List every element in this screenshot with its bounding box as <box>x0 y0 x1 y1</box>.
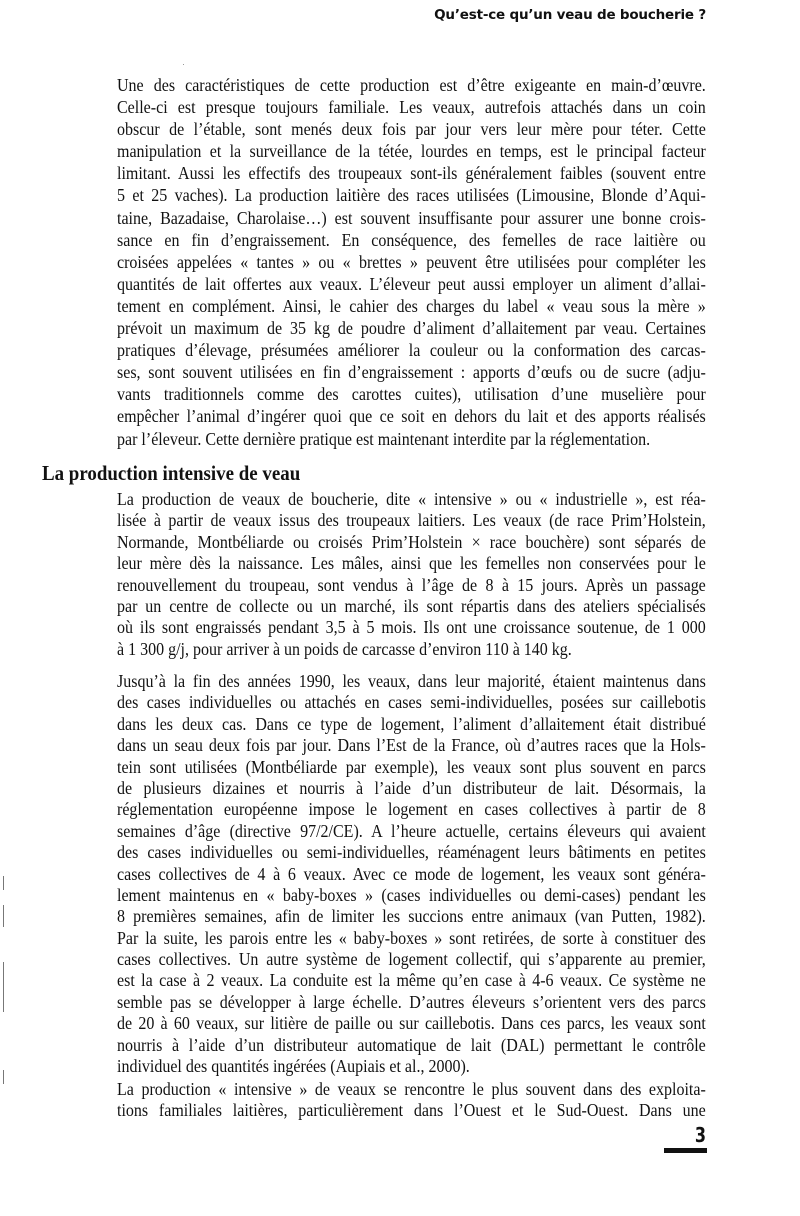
paragraph <box>117 74 706 450</box>
text-line: 5 et 25 vaches). La production laitière des races utilisées (Limousine, Blonde d’Aqui- <box>117 185 706 206</box>
text-line: est la case à 2 veaux. La conduite est la même qu’en case à 4-6 veaux. Ce système ne <box>117 970 706 991</box>
text-line: semble pas se développer à large échelle. D’autres éleveurs s’orientent vers des parcs <box>117 991 706 1012</box>
text-line: taine, Bazadaise, Charolaise…) est souvent insuffisante pour assurer une bonne crois- <box>117 207 706 228</box>
text-line: nourris à l’aide d’un distributeur automatique de lait (DAL) permettant le contrôle <box>117 1034 706 1055</box>
paragraph <box>117 671 706 1077</box>
text-line: tement en complément. Ainsi, le cahier des charges du label « veau sous la mère » <box>117 295 706 316</box>
text-line: prévoit un maximum de 35 kg de poudre d’aliment d’allaitement par veau. Certaines <box>117 318 706 339</box>
text-line: où ils sont engraissés pendant 3,5 à 5 mois. Ils ont une croissance soutenue, de 1 000 <box>117 617 706 638</box>
text-line: obscur de l’étable, sont menés deux fois par jour vers leur mère pour téter. Cette <box>117 119 706 140</box>
text-line: leur mère dès la naissance. Les mâles, ainsi que les femelles non conservées pour le <box>117 553 706 574</box>
text-line: à 1 300 g/j, pour arriver à un poids de carcasse d’environ 110 à 140 kg. <box>117 638 572 659</box>
text-line: dans un seau deux fois par jour. Dans l’Est de la France, où d’autres races que la Hols- <box>117 735 706 756</box>
text-line: quantités de lait offertes aux veaux. L’éleveur peut aussi employer un aliment d’allai- <box>117 273 706 294</box>
text-line: 8 premières semaines, afin de limiter les succions entre animaux (van Putten, 1982). <box>117 906 706 927</box>
scan-margin-mark <box>3 1070 4 1084</box>
text-line: renouvellement du troupeau, sont vendus à l’âge de 8 à 15 jours. Après un passage <box>117 574 706 595</box>
text-line: La production « intensive » de veaux se rencontre le plus souvent dans des exploita- <box>117 1079 706 1099</box>
text-line: cases collectives. Un autre système de logement collectif, qui s’apparente au premier, <box>117 949 706 970</box>
page-number-rule <box>664 1148 707 1153</box>
text-line: des cases individuelles ou attachés en cases semi-individuelles, posées sur caillebotis <box>117 692 706 713</box>
text-line: cases collectives de 4 à 6 veaux. Avec ce mode de logement, les veaux sont généra- <box>117 863 706 884</box>
scan-margin-mark <box>3 962 4 1012</box>
text-line: Une des caractéristiques de cette production est d’être exigeante en main-d’œuvre. <box>117 75 706 95</box>
text-line: Jusqu’à la fin des années 1990, les veaux, dans leur majorité, étaient maintenus dans <box>117 671 706 691</box>
section-heading: La production intensive de veau <box>42 461 301 485</box>
text-line: empêcher l’animal d’ingérer quoi que ce soit en dehors du lait et des apports réalisés <box>117 406 706 427</box>
text-line: ses, sont souvent utilisées en fin d’engraissement : apports d’œufs ou de sucre (adju- <box>117 362 706 383</box>
text-line: La production de veaux de boucherie, dite « intensive » ou « industrielle », est réa- <box>117 489 706 509</box>
text-line: tein sont utilisées (Montbéliarde par exemple), les veaux sont plus souvent en parcs <box>117 756 706 777</box>
text-line: lisée à partir de veaux issus des troupeaux laitiers. Les veaux (de race Prim’Holstein, <box>117 510 706 531</box>
text-line: dans les deux cas. Dans ce type de logement, l’aliment d’allaitement était distribué <box>117 713 706 734</box>
running-head: Qu’est-ce qu’un veau de boucherie ? <box>434 7 706 23</box>
text-line: lement maintenus en « baby-boxes » (cases individuelles ou demi-cases) pendant les <box>117 884 706 905</box>
paragraph <box>117 1079 706 1122</box>
text-line: limitant. Aussi les effectifs des troupeaux sont-ils généralement faibles (souvent entre <box>117 163 706 184</box>
text-line: Celle-ci est presque toujours familiale. Les veaux, autrefois attachés dans un coin <box>117 97 706 118</box>
text-line: vants traditionnels comme des carottes cuites), utilisation d’une muselière pour <box>117 384 706 405</box>
text-line: sance en fin d’engraissement. En conséquence, des femelles de race laitière ou <box>117 229 706 250</box>
text-line: tions familiales laitières, particulièrement dans l’Ouest et le Sud-Ouest. Dans une <box>117 1100 706 1121</box>
text-line: par un centre de collecte ou un marché, ils sont répartis dans des ateliers spécialisés <box>117 595 706 616</box>
text-line: des cases individuelles ou semi-individuelles, réaménagent leurs bâtiments en petites <box>117 842 706 863</box>
text-line: réglementation européenne impose le logement en cases collectives à partir de 8 <box>117 799 706 820</box>
text-line: par l’éleveur. Cette dernière pratique est maintenant interdite par la réglementation. <box>117 428 651 449</box>
text-line: manipulation et la surveillance de la tétée, lourdes en temps, est le principal facteur <box>117 141 706 162</box>
text-line: pratiques d’élevage, présumées améliorer la couleur ou la conformation des carcas- <box>117 340 706 361</box>
page-number: 3 <box>694 1123 706 1147</box>
paragraph <box>117 489 706 660</box>
text-line: Par la suite, les parois entre les « baby-boxes » sont retirées, de sorte à constituer des <box>117 927 706 948</box>
text-line: individuel des quantités ingérées (Aupiais et al., 2000). <box>117 1056 470 1077</box>
text-line: croisées appelées « tantes » ou « brettes » peuvent être utilisées pour compléter les <box>117 251 706 272</box>
scan-margin-mark <box>3 876 4 890</box>
scan-speck <box>183 64 184 65</box>
text-line: Normande, Montbéliarde ou croisés Prim’Holstein × race bouchère) sont séparés de <box>117 531 706 552</box>
text-line: de 20 à 60 veaux, sur litière de paille ou sur caillebotis. Dans ces parcs, les veaux sont <box>117 1013 706 1034</box>
text-line: semaines d’âge (directive 97/2/CE). A l’heure actuelle, certains éleveurs qui avaient <box>117 820 706 841</box>
text-line: de plusieurs dizaines et nourris à l’aide d’un distributeur de lait. Désormais, la <box>117 777 706 798</box>
scan-margin-mark <box>3 905 4 927</box>
